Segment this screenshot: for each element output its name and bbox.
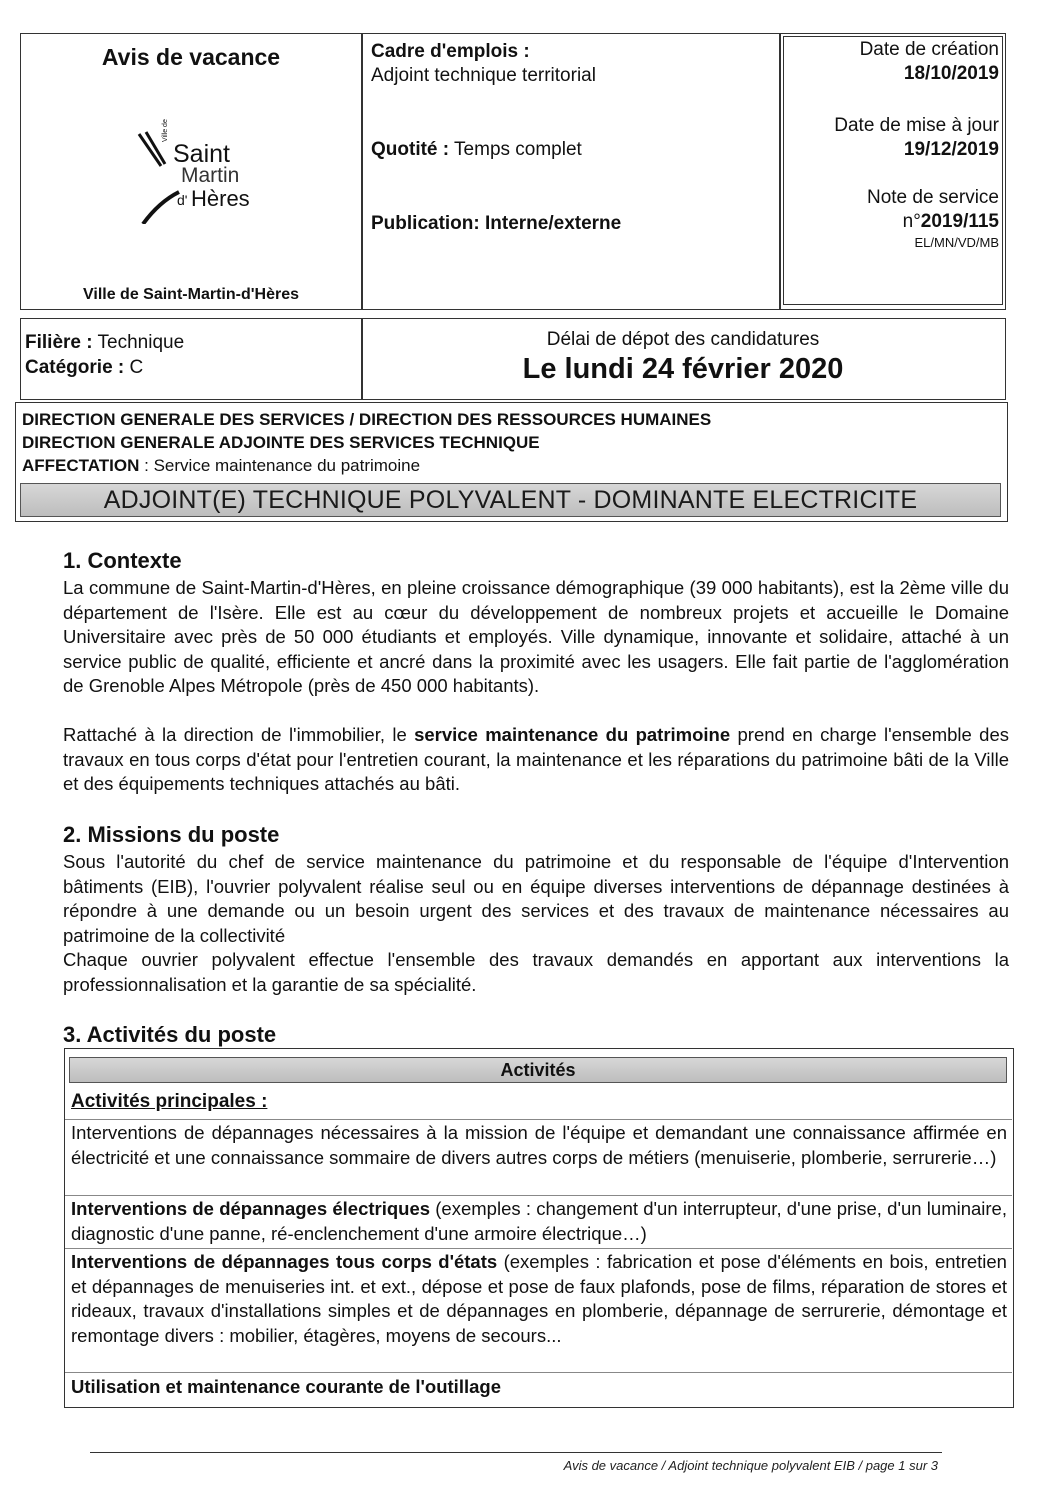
section-2-title: 2. Missions du poste bbox=[63, 822, 280, 847]
job-title-band bbox=[20, 483, 1001, 517]
job-title: ADJOINT(E) TECHNIQUE POLYVALENT - DOMINANTE ELECTRICITE bbox=[103, 486, 918, 514]
section-1-p2-bold: service maintenance du patrimoine bbox=[414, 724, 731, 745]
activity-item-1: Interventions de dépannages nécessaires à la mission de l'équipe et demandant une connaissance affirmée en électricité et une connaissance sommaire de divers autres corps de métiers (menuiserie, plomberie, serrurerie…) bbox=[71, 1122, 1007, 1168]
footer-text: Avis de vacance / Adjoint technique polyvalent EIB / page 1 sur 3 bbox=[563, 1458, 938, 1473]
categorie-label: Catégorie : bbox=[25, 357, 125, 378]
filiere-label: Filière : bbox=[25, 332, 93, 353]
affectation-value: : Service maintenance du patrimoine bbox=[144, 456, 421, 475]
deadline-label: Délai de dépot des candidatures bbox=[546, 329, 820, 350]
section-1-p2-a: Rattaché à la direction de l'immobilier, le bbox=[63, 724, 415, 745]
categorie-value: C bbox=[129, 357, 144, 378]
date-creation: 18/10/2019 bbox=[903, 63, 999, 84]
quotite-value: Temps complet bbox=[454, 139, 582, 160]
date-creation-label: Date de création bbox=[859, 39, 999, 60]
activity-item-3 bbox=[71, 1250, 1007, 1348]
logo-swoosh-icon bbox=[121, 124, 181, 224]
affectation-line bbox=[22, 455, 420, 477]
quotite-label: Quotité : bbox=[371, 139, 450, 160]
filiere-value: Technique bbox=[97, 332, 185, 353]
row-divider-2 bbox=[65, 1195, 1012, 1196]
city-logo bbox=[121, 119, 291, 244]
deadline-box bbox=[362, 318, 1006, 400]
logo-saint: Saint bbox=[173, 140, 230, 168]
cadre-value: Adjoint technique territorial bbox=[371, 65, 596, 86]
activities-table bbox=[64, 1048, 1014, 1408]
categorie-line bbox=[25, 356, 143, 379]
activity-item-2-rest: (exemples : changement d'un interrupteur, d'une prise, d'un luminaire, diagnostic d'une panne, ré-enclenchement d'une armoire électrique…) bbox=[71, 1198, 1007, 1244]
activity-item-3-rest: (exemples : fabrication et pose d'éléments en bois, entretien et dépannages de menuiseries int. et ext., dépose et pose de faux plafonds, pose de films, réparation de stores et rideaux, travaux d'installations simples et de dépannages en plomberie, dépannage de serrurerie, démontage et remontage divers : mobilier, étagères, moyens de secours... bbox=[71, 1251, 1007, 1346]
filiere-line bbox=[25, 331, 184, 354]
header-box-right bbox=[780, 33, 1006, 310]
section-2-paragraph-2: Chaque ouvrier polyvalent effectue l'ensemble des travaux demandés en apportant aux interventions la professionnalisation et la garantie de sa spécialité. bbox=[63, 949, 1009, 995]
section-1-p2-c: prend en charge l'ensemble des travaux en tous corps d'état pour l'entretien courant, la maintenance et les réparations du patrimoine bâti de la Ville et des équipements techniques attachés au bâti. bbox=[63, 724, 1010, 794]
page-title: Avis de vacance bbox=[101, 44, 281, 70]
affectation-label: AFFECTATION bbox=[22, 456, 140, 475]
logo-martin: Martin bbox=[181, 164, 240, 187]
section-3-title: 3. Activités du poste bbox=[63, 1022, 277, 1047]
section-1-paragraph-1: La commune de Saint-Martin-d'Hères, en pleine croissance démographique (39 000 habitants), est la 2ème ville du département de l'Isère. Elle est au cœur du développement de nombreux projets et accueille le Domaine Universitaire avec près de 50 000 étudiants et employés. Ville dynamique, innovante et solidaire, attaché à un service public de qualité, efficiente et ancré dans la proximité avec les usagers. Elle fait partie de l'agglomération de Grenoble Alpes Métropole (près de 450 000 habitants). bbox=[63, 577, 1009, 696]
section-2-paragraph-1: Sous l'autorité du chef de service maintenance du patrimoine et du responsable de l'équipe d'Intervention bâtiments (EIB), l'ouvrier polyvalent réalise seul ou en équipe diverses interventions de dépannage destinées à répondre à une demande ou un besoin urgent des services et des travaux de maintenance nécessaires au patrimoine de la collectivité bbox=[63, 851, 1009, 946]
logo-heres: Hères bbox=[191, 186, 250, 211]
row-divider-3 bbox=[65, 1248, 1012, 1249]
date-maj: 19/12/2019 bbox=[903, 139, 999, 160]
activity-item-4: Utilisation et maintenance courante de l'outillage bbox=[71, 1376, 501, 1397]
section-1-paragraph-2 bbox=[63, 723, 1009, 797]
activity-item-2-bold: Interventions de dépannages électriques bbox=[71, 1198, 431, 1219]
header-box-middle bbox=[362, 33, 780, 310]
activity-item-3-bold: Interventions de dépannages tous corps d'états bbox=[71, 1251, 498, 1272]
cadre-label: Cadre d'emplois : bbox=[371, 41, 530, 62]
note-ref: EL/MN/VD/MB bbox=[914, 235, 999, 250]
activities-subhead: Activités principales : bbox=[71, 1091, 268, 1112]
row-divider-1 bbox=[65, 1119, 1012, 1120]
date-maj-label: Date de mise à jour bbox=[834, 115, 999, 136]
direction-line-1: DIRECTION GENERALE DES SERVICES / DIRECTION DES RESSOURCES HUMAINES bbox=[22, 410, 712, 429]
footer-rule bbox=[90, 1452, 942, 1453]
activity-item-2 bbox=[71, 1197, 1007, 1246]
row-divider-4 bbox=[65, 1372, 1012, 1373]
logo-heres-prefix: d' bbox=[177, 192, 188, 208]
classification-box bbox=[20, 318, 362, 400]
deadline-date: Le lundi 24 février 2020 bbox=[522, 353, 844, 385]
note-number-line bbox=[903, 210, 999, 233]
note-label: Note de service bbox=[866, 187, 999, 208]
logo-small-text: Ville de bbox=[162, 119, 169, 142]
publication: Publication: Interne/externe bbox=[371, 213, 622, 234]
activities-table-header: Activités bbox=[69, 1057, 1007, 1083]
note-number: 2019/115 bbox=[920, 211, 999, 232]
direction-box bbox=[15, 402, 1008, 522]
city-label: Ville de Saint-Martin-d'Hères bbox=[82, 286, 299, 303]
note-prefix: n° bbox=[902, 211, 921, 232]
section-1-title: 1. Contexte bbox=[63, 548, 182, 573]
quotite-line bbox=[371, 138, 582, 161]
direction-line-2: DIRECTION GENERALE ADJOINTE DES SERVICES TECHNIQUE bbox=[22, 433, 540, 452]
header-box-left bbox=[20, 33, 362, 310]
